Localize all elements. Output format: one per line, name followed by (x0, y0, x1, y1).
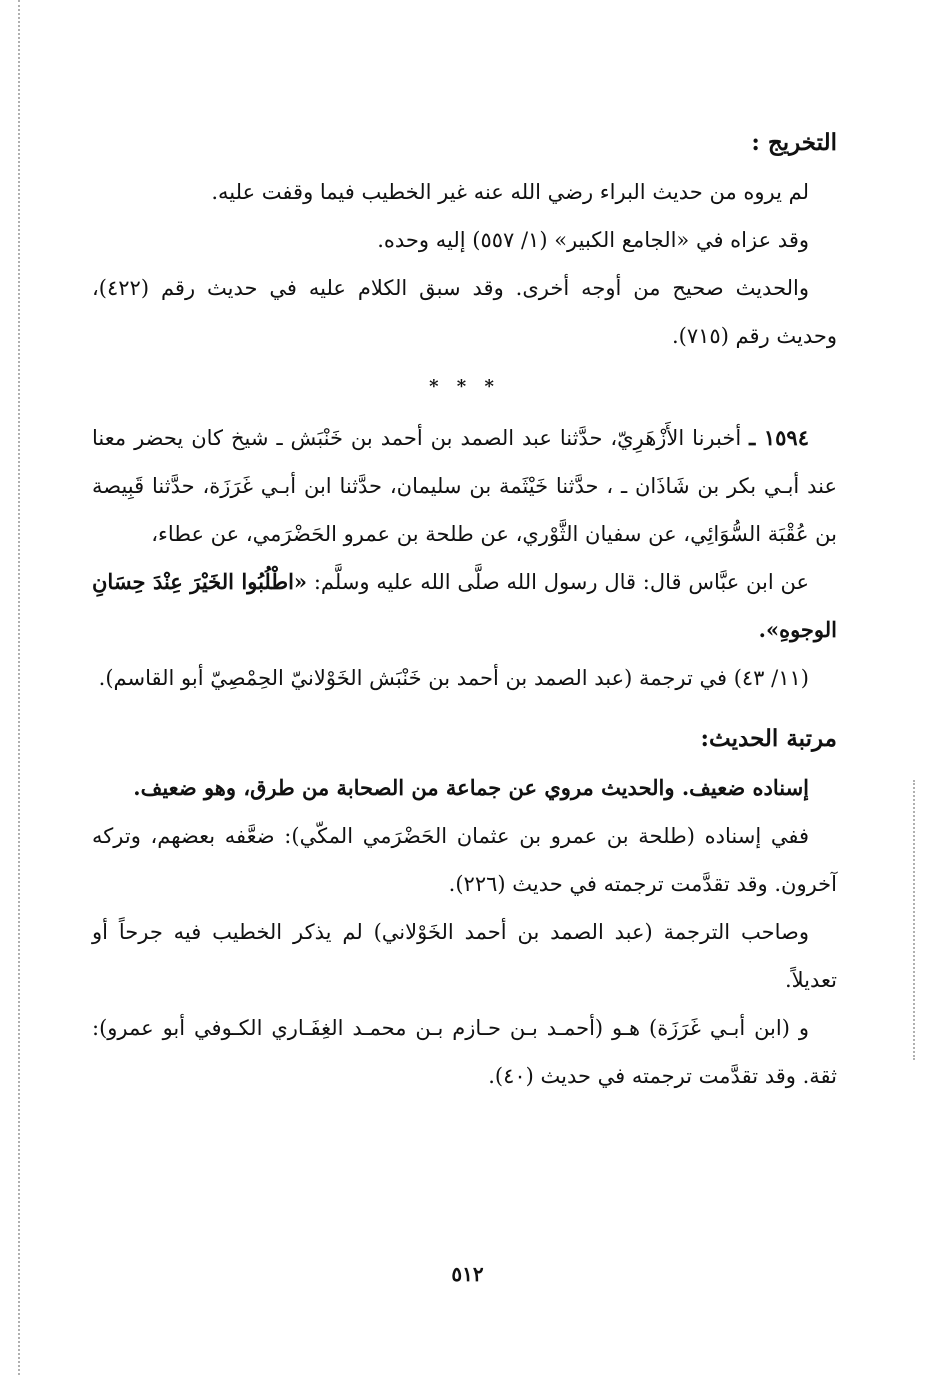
section-separator: * * * (429, 376, 500, 397)
takhrij-paragraph-3: والحديث صحيح من أوجه أخرى. وقد سبق الكلام عليه في حديث رقم (٤٢٢)، وحديث رقم (٧١٥). (92, 276, 837, 348)
hadith-isnad-paragraph (92, 414, 837, 558)
hadith-matn-paragraph (92, 558, 837, 654)
hadith-matn-text: «اطْلُبُوا الخَيْرَ عِنْدَ حِسَانِ الوجوهِ». (92, 569, 837, 642)
hadith-number: ١٥٩٤ ـ (749, 425, 809, 450)
page-number: ٥١٢ (451, 1262, 484, 1286)
scan-edge-dots (18, 0, 20, 1375)
hadith-location: (١١/ ٤٣) في ترجمة (عبد الصمد بن أحمد بن خَنْبَش الخَوْلانيّ الحِمْصِيّ أبو القاسم). (98, 666, 809, 690)
rutba-paragraph-1: إسناده ضعيف. والحديث مروي عن جماعة من الصحابة من طرق، وهو ضعيف. (133, 775, 809, 800)
rutba-paragraph-2: ففي إسناده (طلحة بن عمرو بن عثمان الحَضْرَمي المكّي): ضعَّفه بعضهم، وتركه آخرون. وقد تقدَّمت ترجمته في حديث (٢٢٦). (92, 824, 837, 896)
rutba-heading: مرتبة الحديث: (700, 725, 837, 752)
hadith-isnad: أخبرنا الأَزْهَرِيّ، حدَّثنا عبد الصمد بن أحمد بن خَنْبَش ـ شيخ كان يحضر معنا عند أبـي بكر بن شَاذَان ـ ، حدَّثنا خَيْثَمة بن سليمان، حدَّثنا ابن أبـي غَرَزَة، حدَّثنا قَبِيصة بن عُقْبَة السُّوَائِي، عن سفيان الثَّوْري، عن طلحة بن عمرو الحَضْرَمي، عن عطاء، (92, 426, 837, 546)
takhrij-heading: التخريج : (751, 129, 837, 156)
main-text (92, 118, 837, 1100)
hadith-matn-intro: عن ابن عبَّاس قال: قال رسول الله صلَّى الله عليه وسلَّم: (313, 570, 809, 594)
takhrij-paragraph-2: وقد عزاه في «الجامع الكبير» (١/ ٥٥٧) إليه وحده. (377, 228, 809, 252)
scan-edge-dots-right (913, 780, 915, 1060)
rutba-paragraph-4: و (ابن أبـي غَرَزَة) هـو (أحمـد بـن حـازم بـن محمـد الغِفَـاري الكـوفي أبو عمرو): ثقة. وقد تقدَّمت ترجمته في حديث (٤٠). (92, 1016, 837, 1088)
takhrij-paragraph-1: لم يروه من حديث البراء رضي الله عنه غير الخطيب فيما وقفت عليه. (211, 180, 809, 204)
rutba-paragraph-3: وصاحب الترجمة (عبد الصمد بن أحمد الخَوْلاني) لم يذكر الخطيب فيه جرحاً أو تعديلاً. (92, 920, 837, 992)
